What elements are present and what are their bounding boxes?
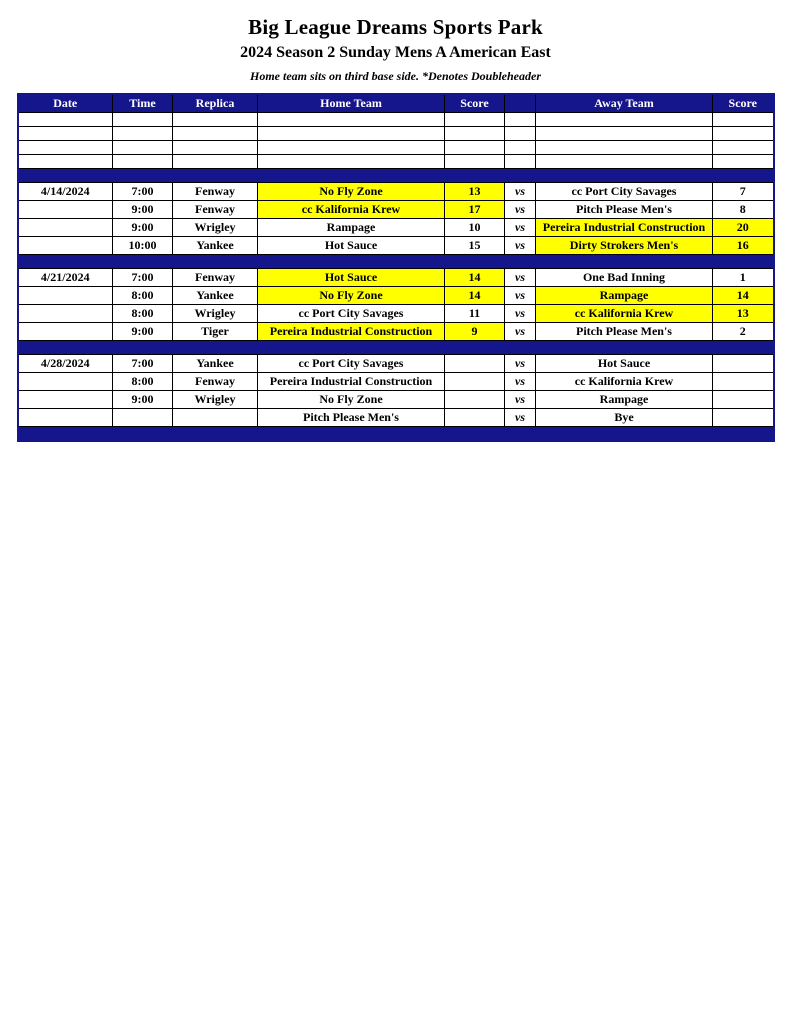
cell-home-team: Pereira Industrial Construction	[258, 373, 445, 391]
cell-home-team: Rampage	[258, 219, 445, 237]
page-note: Home team sits on third base side. *Denotes Doubleheader	[250, 69, 541, 83]
cell-date: 4/28/2024	[18, 355, 113, 373]
cell-replica: Wrigley	[173, 391, 258, 409]
blank-cell	[258, 141, 445, 155]
cell-vs-label: vs	[505, 269, 536, 287]
table-row	[18, 237, 774, 255]
table-row	[18, 287, 774, 305]
blank-cell	[505, 141, 536, 155]
cell-home-score	[445, 409, 505, 427]
table-body	[18, 113, 774, 442]
table-row	[18, 323, 774, 341]
blank-cell	[18, 127, 113, 141]
blank-cell	[713, 141, 774, 155]
cell-away-team: cc Port City Savages	[536, 183, 713, 201]
cell-home-score: 11	[445, 305, 505, 323]
table-row-blank	[18, 155, 774, 169]
cell-away-team: Dirty Strokers Men's	[536, 237, 713, 255]
cell-away-score	[713, 409, 774, 427]
blank-cell	[445, 141, 505, 155]
cell-away-team: Pereira Industrial Construction	[536, 219, 713, 237]
cell-time: 9:00	[113, 201, 173, 219]
cell-replica: Fenway	[173, 201, 258, 219]
cell-home-score: 15	[445, 237, 505, 255]
cell-vs-label: vs	[505, 237, 536, 255]
cell-replica: Tiger	[173, 323, 258, 341]
blank-cell	[536, 113, 713, 127]
cell-away-score: 1	[713, 269, 774, 287]
blank-cell	[536, 155, 713, 169]
cell-time: 10:00	[113, 237, 173, 255]
table-row	[18, 269, 774, 287]
cell-time	[113, 409, 173, 427]
cell-away-score: 14	[713, 287, 774, 305]
cell-replica: Fenway	[173, 269, 258, 287]
cell-home-team: Hot Sauce	[258, 237, 445, 255]
cell-away-score: 20	[713, 219, 774, 237]
cell-home-team: No Fly Zone	[258, 183, 445, 201]
cell-away-score: 8	[713, 201, 774, 219]
cell-home-team: Hot Sauce	[258, 269, 445, 287]
blank-cell	[18, 113, 113, 127]
cell-home-score	[445, 373, 505, 391]
cell-time: 8:00	[113, 373, 173, 391]
separator-band	[18, 341, 774, 355]
column-header-date: Date	[18, 94, 113, 113]
table-row-separator	[18, 341, 774, 355]
cell-home-score: 17	[445, 201, 505, 219]
cell-date	[18, 237, 113, 255]
blank-cell	[258, 155, 445, 169]
cell-away-team: Hot Sauce	[536, 355, 713, 373]
cell-time: 8:00	[113, 305, 173, 323]
blank-cell	[505, 155, 536, 169]
blank-cell	[536, 141, 713, 155]
cell-date: 4/14/2024	[18, 183, 113, 201]
cell-replica: Yankee	[173, 355, 258, 373]
cell-time: 9:00	[113, 219, 173, 237]
cell-vs-label: vs	[505, 409, 536, 427]
page-subtitle: 2024 Season 2 Sunday Mens A American East	[240, 44, 551, 61]
cell-replica: Fenway	[173, 373, 258, 391]
table-row	[18, 183, 774, 201]
table-row	[18, 219, 774, 237]
cell-away-team: Bye	[536, 409, 713, 427]
cell-away-team: One Bad Inning	[536, 269, 713, 287]
table-row-blank	[18, 127, 774, 141]
blank-cell	[505, 127, 536, 141]
cell-away-score	[713, 373, 774, 391]
blank-cell	[113, 113, 173, 127]
blank-cell	[713, 127, 774, 141]
cell-home-team: No Fly Zone	[258, 391, 445, 409]
cell-time: 8:00	[113, 287, 173, 305]
cell-home-score: 14	[445, 287, 505, 305]
cell-replica: Yankee	[173, 287, 258, 305]
cell-date	[18, 287, 113, 305]
separator-band	[18, 169, 774, 183]
cell-away-team: Rampage	[536, 391, 713, 409]
cell-time: 7:00	[113, 183, 173, 201]
cell-away-team: Pitch Please Men's	[536, 323, 713, 341]
cell-date	[18, 305, 113, 323]
cell-replica: Wrigley	[173, 305, 258, 323]
cell-vs-label: vs	[505, 219, 536, 237]
column-header-home-team: Home Team	[258, 94, 445, 113]
cell-date	[18, 201, 113, 219]
cell-time: 9:00	[113, 391, 173, 409]
cell-away-team: cc Kalifornia Krew	[536, 305, 713, 323]
cell-date: 4/21/2024	[18, 269, 113, 287]
blank-cell	[713, 113, 774, 127]
cell-date	[18, 391, 113, 409]
cell-vs-label: vs	[505, 183, 536, 201]
cell-vs-label: vs	[505, 287, 536, 305]
cell-date	[18, 219, 113, 237]
cell-time: 7:00	[113, 355, 173, 373]
cell-home-team: Pereira Industrial Construction	[258, 323, 445, 341]
table-row-separator	[18, 427, 774, 442]
cell-replica: Fenway	[173, 183, 258, 201]
cell-away-score	[713, 355, 774, 373]
table-row-separator	[18, 169, 774, 183]
cell-away-score: 16	[713, 237, 774, 255]
cell-home-score	[445, 391, 505, 409]
blank-cell	[258, 113, 445, 127]
cell-replica: Wrigley	[173, 219, 258, 237]
table-header	[18, 94, 774, 113]
blank-cell	[113, 141, 173, 155]
cell-away-score: 2	[713, 323, 774, 341]
cell-vs-label: vs	[505, 323, 536, 341]
table-row-blank	[18, 141, 774, 155]
blank-cell	[536, 127, 713, 141]
table-row	[18, 305, 774, 323]
cell-home-score: 14	[445, 269, 505, 287]
table-row	[18, 355, 774, 373]
cell-home-score: 13	[445, 183, 505, 201]
cell-home-team: cc Port City Savages	[258, 355, 445, 373]
cell-vs-label: vs	[505, 391, 536, 409]
cell-vs-label: vs	[505, 373, 536, 391]
table-row-separator	[18, 255, 774, 269]
blank-cell	[113, 155, 173, 169]
cell-home-team: cc Port City Savages	[258, 305, 445, 323]
blank-cell	[18, 155, 113, 169]
blank-cell	[445, 113, 505, 127]
table-row	[18, 391, 774, 409]
cell-date	[18, 409, 113, 427]
cell-away-team: Pitch Please Men's	[536, 201, 713, 219]
table-row	[18, 201, 774, 219]
cell-date	[18, 373, 113, 391]
cell-date	[18, 323, 113, 341]
blank-cell	[173, 141, 258, 155]
blank-cell	[113, 127, 173, 141]
column-header-away-score: Score	[713, 94, 774, 113]
table-row	[18, 409, 774, 427]
blank-cell	[173, 155, 258, 169]
blank-cell	[713, 155, 774, 169]
cell-away-score: 13	[713, 305, 774, 323]
cell-time: 7:00	[113, 269, 173, 287]
separator-band	[18, 427, 774, 442]
column-header-away-team: Away Team	[536, 94, 713, 113]
blank-cell	[258, 127, 445, 141]
table-row-blank	[18, 113, 774, 127]
cell-home-score: 10	[445, 219, 505, 237]
separator-band	[18, 255, 774, 269]
cell-away-team: cc Kalifornia Krew	[536, 373, 713, 391]
column-header-time: Time	[113, 94, 173, 113]
cell-away-score: 7	[713, 183, 774, 201]
cell-away-score	[713, 391, 774, 409]
blank-cell	[445, 155, 505, 169]
blank-cell	[18, 141, 113, 155]
cell-vs-label: vs	[505, 305, 536, 323]
cell-home-team: Pitch Please Men's	[258, 409, 445, 427]
cell-time: 9:00	[113, 323, 173, 341]
cell-replica: Yankee	[173, 237, 258, 255]
blank-cell	[173, 127, 258, 141]
cell-home-team: cc Kalifornia Krew	[258, 201, 445, 219]
page-title: Big League Dreams Sports Park	[248, 15, 543, 39]
cell-vs-label: vs	[505, 355, 536, 373]
schedule-table	[17, 93, 775, 442]
cell-home-score	[445, 355, 505, 373]
cell-home-score: 9	[445, 323, 505, 341]
cell-away-team: Rampage	[536, 287, 713, 305]
cell-vs-label: vs	[505, 201, 536, 219]
document-header	[0, 0, 791, 85]
cell-replica	[173, 409, 258, 427]
cell-home-team: No Fly Zone	[258, 287, 445, 305]
blank-cell	[445, 127, 505, 141]
column-header-vs	[505, 94, 536, 113]
column-header-home-score: Score	[445, 94, 505, 113]
table-header-row	[18, 94, 774, 113]
column-header-replica: Replica	[173, 94, 258, 113]
blank-cell	[173, 113, 258, 127]
table-row	[18, 373, 774, 391]
blank-cell	[505, 113, 536, 127]
